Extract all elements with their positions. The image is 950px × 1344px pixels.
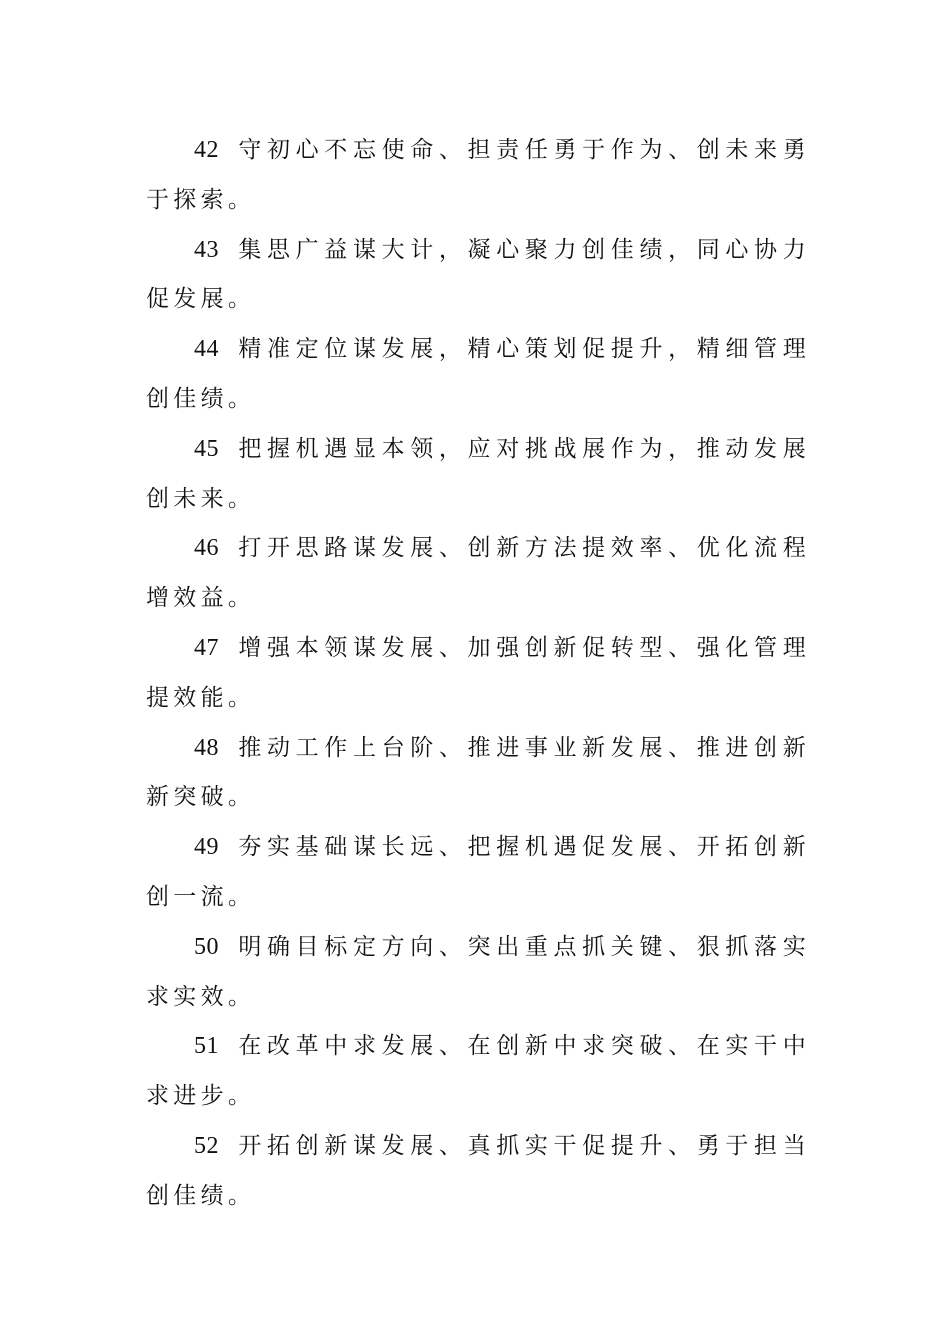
item-text: 打开思路谋发展、创新方法提效率、优化流程增效益。 — [146, 535, 810, 612]
item-text: 夯实基础谋长远、把握机遇促发展、开拓创新创一流。 — [146, 834, 810, 910]
list-item — [146, 425, 810, 525]
item-number: 48 — [194, 734, 219, 761]
list-item — [146, 325, 810, 425]
item-text: 推动工作上台阶、推进事业新发展、推进创新新突破。 — [146, 734, 810, 811]
item-text: 把握机遇显本领，应对挑战展作为，推动发展创未来。 — [146, 435, 810, 512]
item-number: 43 — [194, 236, 219, 263]
item-number: 52 — [194, 1132, 219, 1159]
list-item — [146, 624, 810, 724]
item-number: 47 — [194, 634, 219, 661]
item-number: 42 — [194, 137, 219, 163]
list-item — [146, 724, 810, 824]
item-number: 50 — [194, 933, 219, 960]
list-item — [146, 1122, 810, 1222]
item-text: 增强本领谋发展、加强创新促转型、强化管理提效能。 — [146, 634, 810, 711]
item-text: 在改革中求发展、在创新中求突破、在实干中求进步。 — [146, 1033, 810, 1110]
list-item — [146, 1022, 810, 1122]
item-number: 46 — [194, 535, 219, 562]
list-item — [146, 923, 810, 1023]
item-text: 精准定位谋发展，精心策划促提升，精细管理创佳绩。 — [146, 336, 810, 412]
item-number: 45 — [194, 435, 219, 462]
item-number: 51 — [194, 1033, 219, 1060]
list-item — [146, 126, 810, 226]
list-item — [146, 823, 810, 923]
item-text: 明确目标定方向、突出重点抓关键、狠抓落实求实效。 — [146, 933, 810, 1010]
document-body — [146, 126, 810, 1222]
item-text: 守初心不忘使命、担责任勇于作为、创未来勇于探索。 — [146, 137, 810, 213]
list-item — [146, 524, 810, 624]
item-text: 开拓创新谋发展、真抓实干促提升、勇于担当创佳绩。 — [146, 1132, 810, 1209]
item-text: 集思广益谋大计，凝心聚力创佳绩，同心协力促发展。 — [146, 236, 810, 313]
item-number: 49 — [194, 834, 219, 861]
list-item — [146, 226, 810, 326]
item-number: 44 — [194, 336, 219, 363]
